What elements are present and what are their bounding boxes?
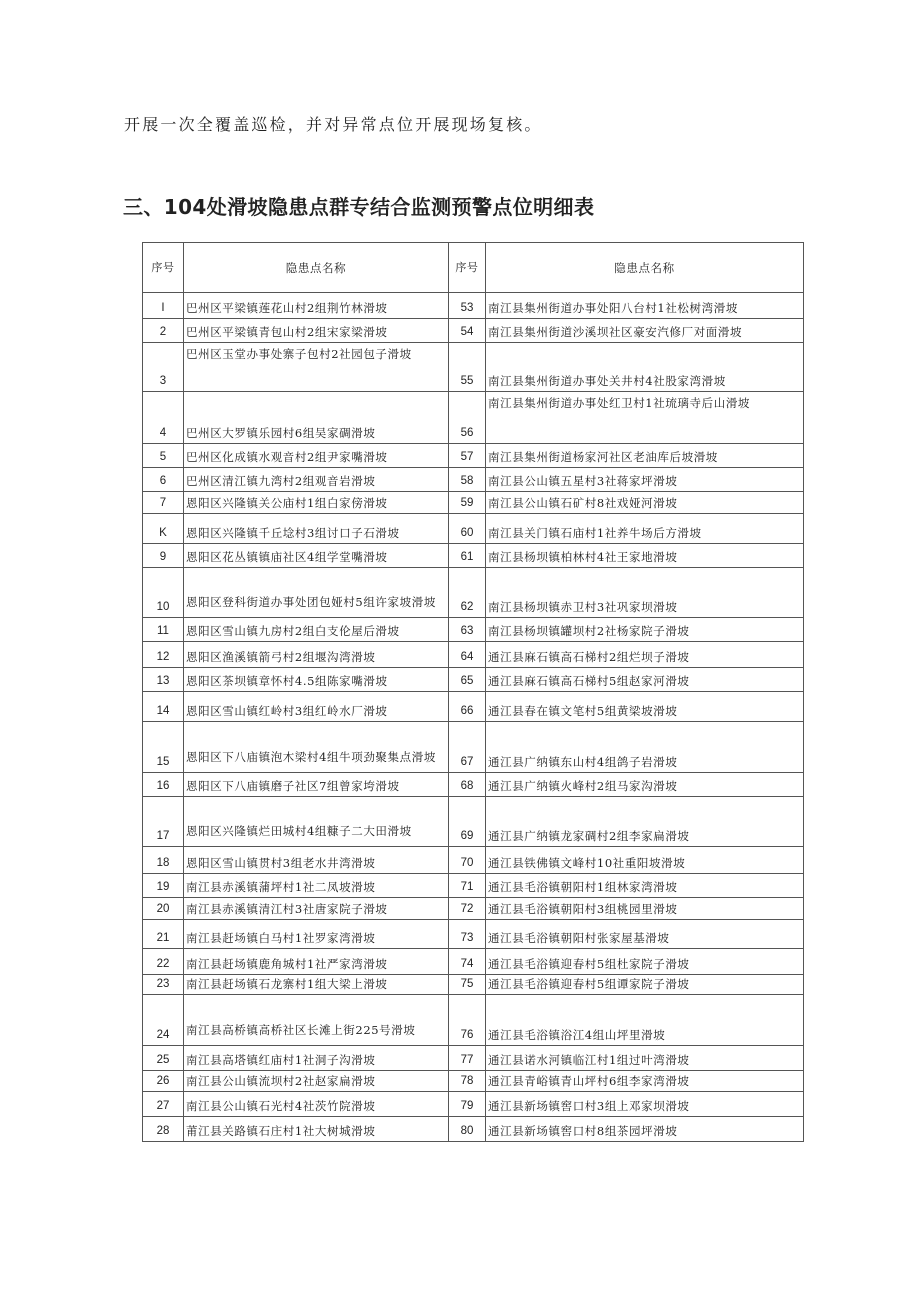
- row-number-right: 65: [449, 668, 486, 692]
- row-number-left: 27: [143, 1092, 184, 1117]
- table-row: [143, 847, 804, 874]
- table-row: [143, 319, 804, 343]
- row-number-left: 15: [143, 722, 184, 773]
- row-number-right: 63: [449, 618, 486, 642]
- row-number-left: 10: [143, 568, 184, 618]
- row-number-left: 22: [143, 949, 184, 975]
- row-number-right: 54: [449, 319, 486, 343]
- hazard-name-left: 恩阳区兴隆镇关公庙村1组白家傍滑坡: [184, 492, 449, 514]
- row-number-right: 76: [449, 995, 486, 1046]
- row-number-left: 21: [143, 920, 184, 949]
- row-number-right: 64: [449, 642, 486, 668]
- hazard-name-right: 通江县广纳镇东山村4组鸽子岩滑坡: [486, 722, 804, 773]
- hazard-name-right: 通江县毛浴镇浴江4组山坪里滑坡: [486, 995, 804, 1046]
- header-name-right: 隐患点名称: [486, 243, 804, 293]
- row-number-right: 56: [449, 392, 486, 444]
- table-row: [143, 568, 804, 618]
- hazard-name-right: 南江县集州街道办事处关井村4社股家湾滑坡: [486, 343, 804, 392]
- table-row: [143, 468, 804, 492]
- table-row: [143, 492, 804, 514]
- table-row: [143, 797, 804, 847]
- table-row: [143, 874, 804, 898]
- header-name-left: 隐患点名称: [184, 243, 449, 293]
- hazard-name-right: 通江县毛浴镇朝阳村1组林家湾滑坡: [486, 874, 804, 898]
- row-number-right: 68: [449, 773, 486, 797]
- row-number-right: 59: [449, 492, 486, 514]
- table-row: [143, 293, 804, 319]
- table-row: [143, 1046, 804, 1071]
- hazard-name-left: 恩阳区茶坝镇章怀村4.5组陈家嘴滑坡: [184, 668, 449, 692]
- row-number-right: 57: [449, 444, 486, 468]
- table-row: [143, 920, 804, 949]
- row-number-right: 73: [449, 920, 486, 949]
- hazard-name-left: 恩阳区下八庙镇泡木梁村4组牛项劲聚集点滑坡: [184, 722, 449, 773]
- hazard-points-table: [142, 242, 804, 1142]
- row-number-right: 72: [449, 898, 486, 920]
- table-row: [143, 392, 804, 444]
- table-row: [143, 618, 804, 642]
- table-header-row: [143, 243, 804, 293]
- hazard-name-left: 巴州区平梁镇青包山村2组宋家梁滑坡: [184, 319, 449, 343]
- row-number-left: 26: [143, 1071, 184, 1092]
- row-number-left: 18: [143, 847, 184, 874]
- row-number-left: 6: [143, 468, 184, 492]
- hazard-name-right: 通江县毛浴镇迎春村5组杜家院子滑坡: [486, 949, 804, 975]
- hazard-name-right: 南江县集州街道办事处阳八台村1社松树湾滑坡: [486, 293, 804, 319]
- table-row: [143, 544, 804, 568]
- row-number-right: 75: [449, 975, 486, 995]
- table-row: [143, 642, 804, 668]
- hazard-name-left: 南江县赶场镇鹿角城村1社严家湾滑坡: [184, 949, 449, 975]
- hazard-name-left: 恩阳区雪山镇红岭村3组红岭水厂滑坡: [184, 692, 449, 722]
- hazard-name-right: 通江县诺水河镇临江村1组过叶湾滑坡: [486, 1046, 804, 1071]
- row-number-right: 77: [449, 1046, 486, 1071]
- intro-paragraph: 开展一次全覆盖巡检，并对异常点位开展现场复核。: [124, 115, 543, 134]
- row-number-right: 62: [449, 568, 486, 618]
- hazard-name-right: 南江县公山镇石矿村8社戏娅河滑坡: [486, 492, 804, 514]
- hazard-name-left: 巴州区清江镇九湾村2组观音岩滑坡: [184, 468, 449, 492]
- row-number-left: K: [143, 514, 184, 544]
- hazard-name-left: 恩阳区兴隆镇千丘埝村3组讨口子石滑坡: [184, 514, 449, 544]
- hazard-name-right: 通江县毛浴镇朝阳村3组桃园里滑坡: [486, 898, 804, 920]
- hazard-name-left: 恩阳区花丛镇镇庙社区4组学堂嘴滑坡: [184, 544, 449, 568]
- row-number-left: 24: [143, 995, 184, 1046]
- hazard-name-left: 南江县公山镇流坝村2社赵家扁滑坡: [184, 1071, 449, 1092]
- row-number-right: 71: [449, 874, 486, 898]
- row-number-right: 60: [449, 514, 486, 544]
- row-number-left: 12: [143, 642, 184, 668]
- hazard-name-right: 通江县广纳镇龙家碉村2组李家扁滑坡: [486, 797, 804, 847]
- table-body: [143, 293, 804, 1142]
- hazard-name-left: 巴州区化成镇水观音村2组尹家嘴滑坡: [184, 444, 449, 468]
- hazard-name-left: 恩阳区雪山镇贯村3组老水井湾滑坡: [184, 847, 449, 874]
- hazard-name-right: 南江县集州街道杨家河社区老油库后坡滑坡: [486, 444, 804, 468]
- hazard-name-left: 南江县高桥镇高桥社区长滩上街225号滑坡: [184, 995, 449, 1046]
- row-number-right: 53: [449, 293, 486, 319]
- hazard-name-left: 恩阳区雪山镇九房村2组白支伦屋后滑坡: [184, 618, 449, 642]
- table-row: [143, 514, 804, 544]
- table-row: [143, 722, 804, 773]
- table-row: [143, 1092, 804, 1117]
- hazard-name-left: 南江县高塔镇红庙村1社洞子沟滑坡: [184, 1046, 449, 1071]
- hazard-name-left: 南江县赤溪镇清江村3社唐家院子滑坡: [184, 898, 449, 920]
- header-no-right: 序号: [449, 243, 486, 293]
- hazard-name-right: 通江县毛浴镇迎春村5组谭家院子滑坡: [486, 975, 804, 995]
- row-number-right: 70: [449, 847, 486, 874]
- row-number-right: 58: [449, 468, 486, 492]
- row-number-left: 13: [143, 668, 184, 692]
- row-number-right: 79: [449, 1092, 486, 1117]
- hazard-name-left: 恩阳区下八庙镇磨子社区7组曾家垮滑坡: [184, 773, 449, 797]
- row-number-right: 78: [449, 1071, 486, 1092]
- row-number-left: 7: [143, 492, 184, 514]
- hazard-name-right: 南江县杨坝镇赤卫村3社巩家坝滑坡: [486, 568, 804, 618]
- hazard-name-left: 莆江县关路镇石庄村1社大树城滑坡: [184, 1117, 449, 1142]
- hazard-name-left: 恩阳区登科街道办事处团包娅村5组许家坡滑坡: [184, 568, 449, 618]
- table-row: [143, 898, 804, 920]
- row-number-left: 14: [143, 692, 184, 722]
- row-number-left: 20: [143, 898, 184, 920]
- hazard-name-right: 通江县麻石镇高石梯村5组赵家河滑坡: [486, 668, 804, 692]
- hazard-name-left: 南江县赶场镇白马村1社罗家湾滑坡: [184, 920, 449, 949]
- section-heading: 三、104处滑坡隐患点群专结合监测预警点位明细表: [123, 195, 595, 219]
- hazard-name-right: 通江县麻石镇高石梯村2组烂坝子滑坡: [486, 642, 804, 668]
- hazard-name-right: 南江县集州街道办事处红卫村1社琉璃寺后山滑坡: [486, 392, 804, 444]
- hazard-name-left: 恩阳区渔溪镇箭弓村2组堰沟湾滑坡: [184, 642, 449, 668]
- hazard-name-left: 巴州区玉堂办事处寨子包村2社园包子滑坡: [184, 343, 449, 392]
- hazard-name-left: 南江县公山镇石光村4社茨竹院滑坡: [184, 1092, 449, 1117]
- table-row: [143, 692, 804, 722]
- row-number-left: 28: [143, 1117, 184, 1142]
- hazard-name-right: 通江县新场镇窖口村3组上邓家坝滑坡: [486, 1092, 804, 1117]
- hazard-name-left: 南江县赤溪镇蒲坪村1社二凤坡滑坡: [184, 874, 449, 898]
- row-number-right: 66: [449, 692, 486, 722]
- row-number-left: 23: [143, 975, 184, 995]
- row-number-right: 67: [449, 722, 486, 773]
- hazard-name-right: 通江县铁佛镇文峰村10社重阳坡滑坡: [486, 847, 804, 874]
- hazard-name-right: 通江县毛浴镇朝阳村张家屋基滑坡: [486, 920, 804, 949]
- hazard-name-right: 南江县关门镇石庙村1社养牛场后方滑坡: [486, 514, 804, 544]
- table-row: [143, 975, 804, 995]
- row-number-left: 5: [143, 444, 184, 468]
- row-number-left: 4: [143, 392, 184, 444]
- table-row: [143, 773, 804, 797]
- hazard-name-right: 通江县广纳镇火峰村2组马家沟滑坡: [486, 773, 804, 797]
- row-number-right: 69: [449, 797, 486, 847]
- hazard-name-right: 通江县青峪镇青山坪村6组李家湾滑坡: [486, 1071, 804, 1092]
- row-number-left: 16: [143, 773, 184, 797]
- hazard-name-right: 南江县杨坝镇罐坝村2社杨家院子滑坡: [486, 618, 804, 642]
- table-row: [143, 1117, 804, 1142]
- row-number-right: 55: [449, 343, 486, 392]
- hazard-name-left: 巴州区大罗镇乐园村6组吴家碉滑坡: [184, 392, 449, 444]
- row-number-left: 11: [143, 618, 184, 642]
- table-row: [143, 343, 804, 392]
- hazard-name-left: 恩阳区兴隆镇烂田城村4组糠子二大田滑坡: [184, 797, 449, 847]
- hazard-name-left: 巴州区平梁镇莲花山村2组荆竹林滑坡: [184, 293, 449, 319]
- table-row: [143, 1071, 804, 1092]
- hazard-name-left: 南江县赶场镇石龙寨村1组大梁上滑坡: [184, 975, 449, 995]
- row-number-left: I: [143, 293, 184, 319]
- hazard-name-right: 通江县春在镇文笔村5组黄梁坡滑坡: [486, 692, 804, 722]
- row-number-left: 19: [143, 874, 184, 898]
- header-no-left: 序号: [143, 243, 184, 293]
- table-row: [143, 444, 804, 468]
- row-number-left: 17: [143, 797, 184, 847]
- table-row: [143, 949, 804, 975]
- row-number-right: 61: [449, 544, 486, 568]
- row-number-left: 3: [143, 343, 184, 392]
- row-number-right: 80: [449, 1117, 486, 1142]
- row-number-left: 25: [143, 1046, 184, 1071]
- row-number-right: 74: [449, 949, 486, 975]
- row-number-left: 9: [143, 544, 184, 568]
- table-row: [143, 668, 804, 692]
- hazard-name-right: 南江县杨坝镇柏林村4社王家地滑坡: [486, 544, 804, 568]
- table-row: [143, 995, 804, 1046]
- row-number-left: 2: [143, 319, 184, 343]
- hazard-name-right: 通江县新场镇窖口村8组茶园坪滑坡: [486, 1117, 804, 1142]
- hazard-name-right: 南江县集州街道沙溪坝社区豪安汽修厂对面滑坡: [486, 319, 804, 343]
- hazard-name-right: 南江县公山镇五星村3社蒋家坪滑坡: [486, 468, 804, 492]
